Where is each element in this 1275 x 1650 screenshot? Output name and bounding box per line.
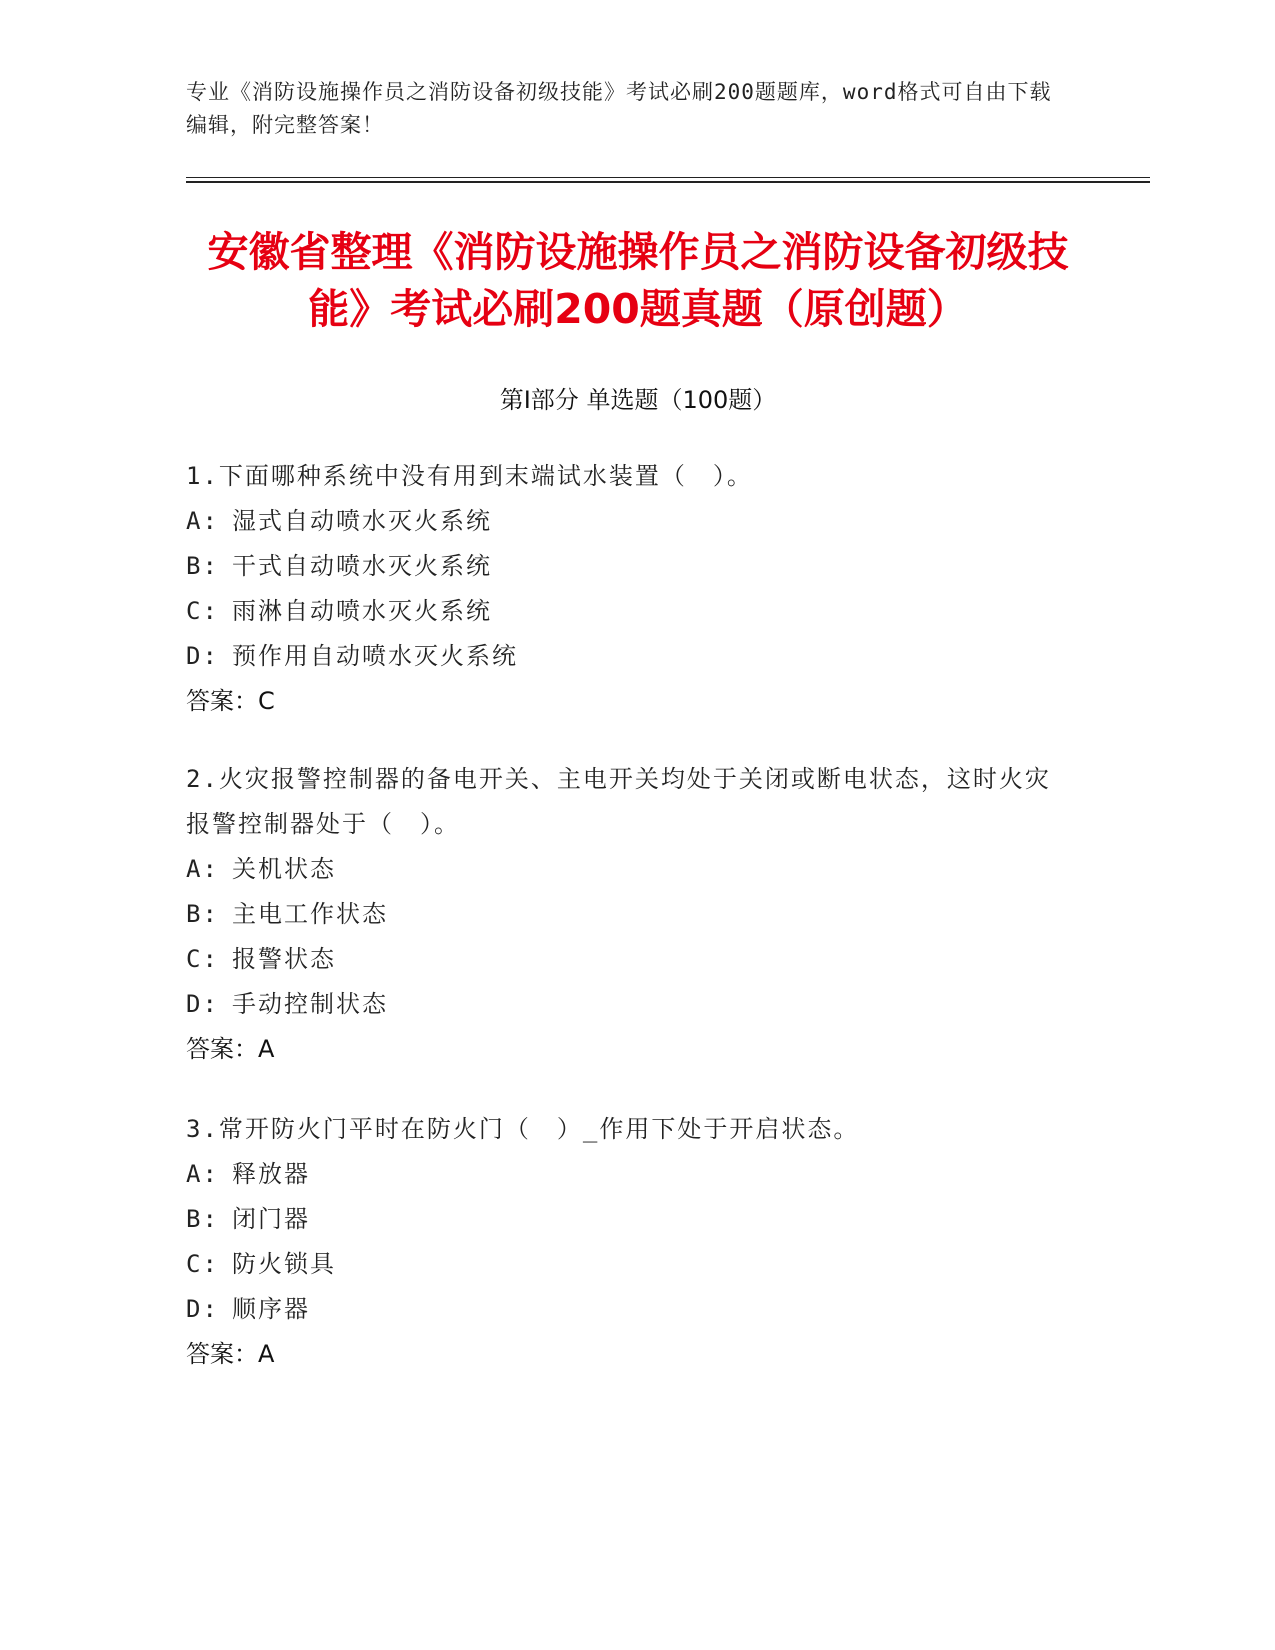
option-d bbox=[186, 1287, 1066, 1332]
option-a bbox=[186, 499, 1066, 544]
option-text: 闭门器 bbox=[232, 1205, 310, 1233]
option-b bbox=[186, 892, 1066, 937]
answer-line: 答案：C bbox=[186, 687, 275, 715]
section-heading: 第Ⅰ部分 单选题（100题） bbox=[499, 386, 777, 414]
question-stem: 3.常开防火门平时在防火门（ ）_作用下处于开启状态。 bbox=[186, 1115, 860, 1143]
question-1 bbox=[186, 454, 1066, 724]
option-text: 干式自动喷水灭火系统 bbox=[232, 552, 492, 580]
option-d bbox=[186, 634, 1066, 679]
option-c bbox=[186, 589, 1066, 634]
question-2 bbox=[186, 757, 1066, 1072]
option-letter: B: bbox=[186, 1205, 219, 1233]
option-letter: B: bbox=[186, 552, 219, 580]
header-note: 专业《消防设施操作员之消防设备初级技能》考试必刷200题题库，word格式可自由下载编辑，附完整答案！ bbox=[186, 80, 1052, 137]
option-text: 防火锁具 bbox=[232, 1250, 336, 1278]
option-text: 湿式自动喷水灭火系统 bbox=[232, 507, 492, 535]
answer-line: 答案：A bbox=[186, 1340, 275, 1368]
option-letter: A: bbox=[186, 855, 219, 883]
question-3 bbox=[186, 1107, 1066, 1377]
option-text: 手动控制状态 bbox=[232, 990, 388, 1018]
answer-line: 答案：A bbox=[186, 1035, 275, 1063]
header-rule-thick bbox=[186, 181, 1150, 183]
option-letter: C: bbox=[186, 945, 219, 973]
question-stem: 2.火灾报警控制器的备电开关、主电开关均处于关闭或断电状态，这时火灾报警控制器处于（ ）。 bbox=[186, 765, 1051, 838]
option-b bbox=[186, 1197, 1066, 1242]
option-text: 预作用自动喷水灭火系统 bbox=[232, 642, 518, 670]
document-title: 安徽省整理《消防设施操作员之消防设备初级技能》考试必刷200题真题（原创题） bbox=[207, 228, 1069, 333]
header-rule-thin bbox=[186, 177, 1150, 178]
option-text: 主电工作状态 bbox=[232, 900, 388, 928]
option-d bbox=[186, 982, 1066, 1027]
option-text: 释放器 bbox=[232, 1160, 310, 1188]
option-text: 关机状态 bbox=[232, 855, 336, 883]
option-letter: C: bbox=[186, 597, 219, 625]
option-letter: A: bbox=[186, 1160, 219, 1188]
option-letter: D: bbox=[186, 642, 219, 670]
option-c bbox=[186, 1242, 1066, 1287]
option-a bbox=[186, 1152, 1066, 1197]
option-text: 报警状态 bbox=[232, 945, 336, 973]
option-a bbox=[186, 847, 1066, 892]
option-b bbox=[186, 544, 1066, 589]
option-text: 雨淋自动喷水灭火系统 bbox=[232, 597, 492, 625]
option-letter: D: bbox=[186, 990, 219, 1018]
option-text: 顺序器 bbox=[232, 1295, 310, 1323]
option-letter: A: bbox=[186, 507, 219, 535]
option-c bbox=[186, 937, 1066, 982]
option-letter: D: bbox=[186, 1295, 219, 1323]
option-letter: C: bbox=[186, 1250, 219, 1278]
question-stem: 1.下面哪种系统中没有用到末端试水装置（ ）。 bbox=[186, 462, 753, 490]
option-letter: B: bbox=[186, 900, 219, 928]
